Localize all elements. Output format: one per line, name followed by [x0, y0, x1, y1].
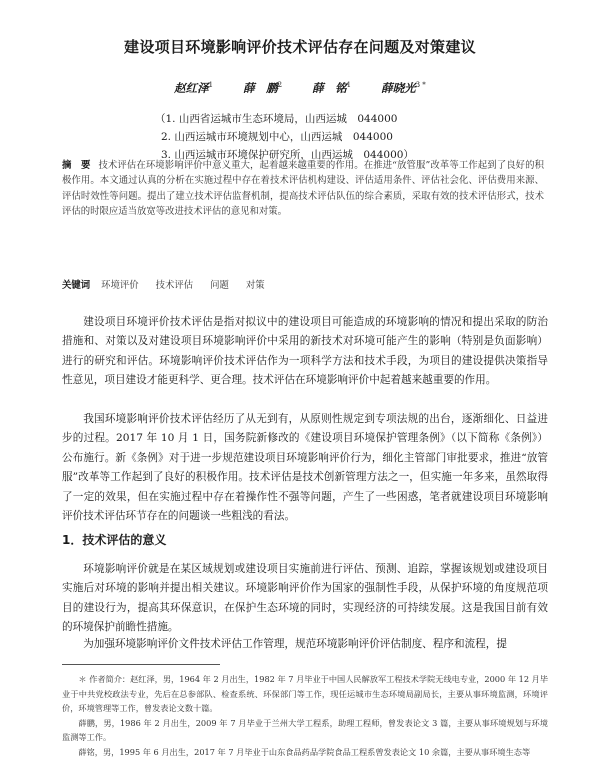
abstract [62, 158, 544, 219]
keyword: 技术评估 [155, 280, 194, 291]
abstract-text: 技术评估在环境影响评价中意义重大，起着越来越重要的作用。在推进“放管服”改革等工作起到了良好的积极作用。本文通过认真的分析在实施过程中存在着技术评估机构建设、评估适用条件、评估社会化、评估费用来源、评估时效性等问题。提出了建立技术评估监督机制，提高技术评估队伍的综合素质，采取有效的技术评估形式，技术评估的时限应适当放宽等改进技术评估的意见和对策。 [62, 160, 544, 217]
abstract-label: 摘 要 [62, 160, 91, 171]
paper-title: 建设项目环境影响评价技术评估存在问题及对策建议 [124, 38, 476, 56]
affiliation: （1. 山西省运城市生态环境局，山西运城 044000 [155, 113, 398, 125]
body-paragraph: 环境影响评价就是在某区域规划或建设项目实施前进行评估、预测、追踪，掌握该规划或建设项目实施后对环境的影响并提出相关建议。环境影响评价作为国家的强制性手段，从保护环境的角度规范项目的建设行为，提高其环保意识，在保护生态环境的同时，实现经济的可持续发展。这是我国目前有效的环境保护前瞻性措施。 [62, 563, 548, 634]
body-paragraph: 我国环境影响评价技术评估经历了从无到有，从原则性规定到专项法规的出台，逐渐细化、日益进步的过程。2017 年 10 月 1 日，国务院新修改的《建设项目环境保护管理条例》（以下简称《条例》）公布施行。新《条例》对于进一步规范建设项目环境影响评价行为，细化主管部门审批要求，推进“放管服”改革等工作起到了良好的积极作用。技术评估是技术创新管理方法之一，但实施一年多来，虽然取得了一定的效果，但在实施过程中存在着操作性不强等问题，产生了一些困惑，笔者就建设项目环境影响评价技术评估环节存在的问题谈一些粗浅的看法。 [62, 413, 548, 523]
author: 赵红泽$^1$ [174, 81, 214, 95]
author: 薛 鹏$^2$ [243, 81, 283, 95]
affiliations [155, 110, 414, 164]
footnote: ＊ 作者简介：赵红泽，男，1964 年 2 月出生，1982 年 7 月毕业于中国人民解放军工程技术学院无线电专业，2000 年 12 月毕业于中共党校政法专业，先后在总参部队、检查系统、环保部门等工作，现任运城市生态环境局副局长，主要从事环境监测，环境评价，环境管理等工作，曾发表论文数十篇。 [62, 674, 549, 714]
section-heading: 1．技术评估的意义 [62, 533, 167, 547]
footnotes [62, 672, 548, 760]
affiliation: 2. 山西运城市环境规划中心，山西运城 044000 [161, 131, 393, 143]
footnote-divider [62, 664, 220, 665]
body-paragraph: 为加强环境影响评价文件技术评估工作管理，规范环境影响评价评估制度、程序和流程，提 [83, 638, 507, 650]
footnote: 薛铭，男，1995 年 6 月出生，2017 年 7 月毕业于山东食品药品学院食品工程系曾发表论文 10 余篇，主要从事环境生态等 [78, 746, 531, 757]
author: 薛 铭$^1$ [312, 81, 352, 95]
keyword: 问题 [210, 280, 229, 291]
affiliation: 3. 山西运城市环境保护研究所，山西运城 044000） [161, 149, 414, 161]
keyword: 对策 [245, 280, 265, 291]
keywords [62, 277, 544, 291]
body-paragraph: 建设项目环境评价技术评估是指对拟议中的建设项目可能造成的环境影响的情况和提出采取的防治措施和、对策以及对建设项目环境影响评价中采用的新技术对环境可能产生的影响（特别是负面影响）进行的研究和评估。环境影响评价技术评估作为一项科学方法和技术手段，为项目的建设提供决策指导性意见，项目建设才能更科学、更合理。技术评估在环境影响评价中起着越来越重要的作用。 [62, 316, 548, 387]
keyword: 环境评价 [101, 280, 139, 291]
keywords-label: 关键词 [62, 280, 91, 291]
author-list [0, 80, 600, 96]
footnote: 薛鹏，男，1986 年 2 月出生，2009 年 7 月毕业于兰州大学工程系，助理工程师，曾发表论文 3 篇，主要从事环境规划与环境监测等工作。 [62, 717, 548, 743]
author: 薛晓光$^{3 *}$ [381, 81, 426, 95]
